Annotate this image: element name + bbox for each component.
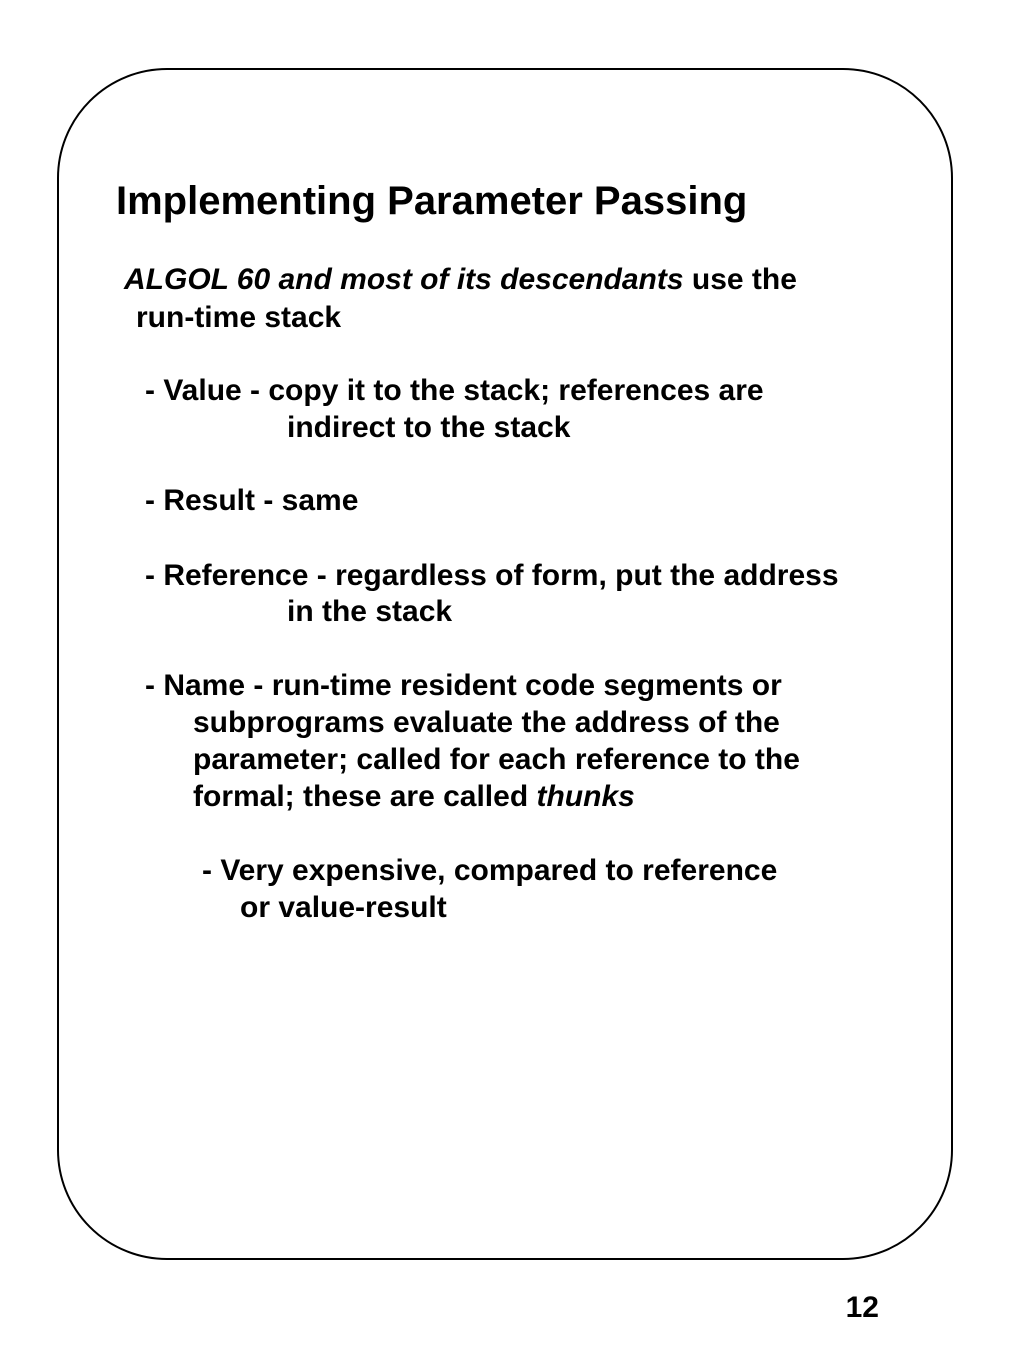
name-item-line-2: subprograms evaluate the address of the (193, 706, 780, 739)
name-item-line-3: parameter; called for each reference to the (193, 743, 800, 776)
thunks-term: thunks (536, 780, 635, 813)
page-number: 12 (845, 1291, 879, 1324)
result-item-line-1: - Result - same (145, 484, 359, 517)
slide-frame (57, 68, 953, 1260)
name-item-line-4-prefix: formal; these are called (193, 780, 537, 813)
name-item-line-1: - Name - run-time resident code segments or (145, 669, 782, 702)
expensive-item-line-1: - Very expensive, compared to reference (202, 854, 778, 887)
value-item-line-2: indirect to the stack (287, 411, 571, 444)
reference-item-line-1: - Reference - regardless of form, put the address (145, 559, 839, 592)
intro-line-1 (124, 262, 797, 298)
expensive-item-line-2: or value-result (240, 891, 447, 924)
value-item-line-1: - Value - copy it to the stack; references are (145, 374, 764, 407)
intro-line-2: run-time stack (136, 301, 342, 334)
reference-item-line-2: in the stack (287, 595, 453, 628)
slide-title: Implementing Parameter Passing (116, 179, 748, 223)
intro-italic-text: ALGOL 60 and most of its descendants (124, 263, 684, 296)
name-item-line-4 (193, 779, 635, 815)
intro-rest-text: use the (683, 263, 797, 296)
